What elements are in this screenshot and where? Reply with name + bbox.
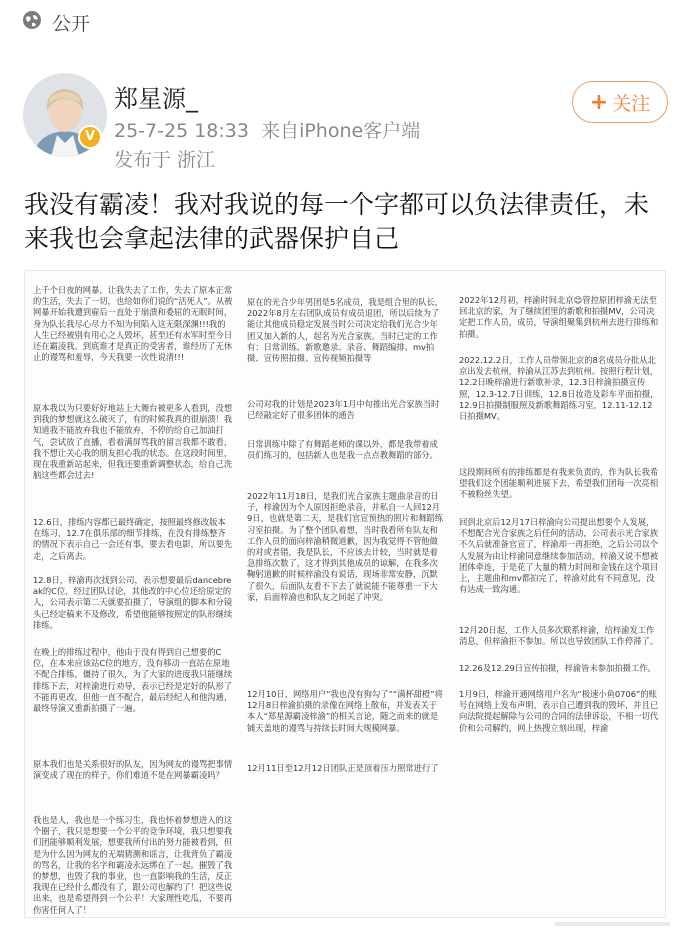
- doc-paragraph: 这段期间所有的排练都是有我来负责的，作为队长我希望我们这个团能顺利进展下去，希望我们团每一次亮相不被粉丝失望。: [459, 467, 659, 500]
- follow-label: 关注: [612, 92, 651, 115]
- post-source[interactable]: iPhone客户端: [299, 120, 421, 142]
- post-meta: [114, 116, 420, 143]
- doc-paragraph: 2022年12月初，梓渝时间北京😊管控原团梓渝无法至回北京的家，为了继续团里的新歌和拍摄MV，公司决定把工作人员，成员，导演组聚集到杭州去进行排练和拍摄。: [459, 295, 659, 339]
- doc-paragraph: 在晚上的排练过程中，他由于没有得到自己想要的C位，在本来应该站C位的地方，没有移动一直站在原地不配合排练，僵持了很久，为了大家的进度我只能继续排练下去，对梓渝进行劝导，表示已经是定好的队形了不能再更改，但他一直不配合，最后经纪人和他沟通，最终导演又重新拍摄了一遍。: [33, 647, 233, 714]
- doc-paragraph: 公司对我的计划是2023年1月中旬推出光合家族当时已经敲定好了很多团体的通告: [247, 399, 440, 421]
- post-text: 我没有霸凌！我对我说的每一个字都可以负法律责任，未来我也会拿起法律的武器保护自己: [24, 190, 650, 253]
- doc-paragraph: 原本我们也是关系很好的队友，因为网友的谩骂把事情演变成了现在的样子，你们难道不是在网暴霸凌吗？: [33, 759, 233, 781]
- doc-paragraph: 2022.12.2日，工作人员带领北京的8名成员分批从北京出发去杭州，梓渝从江苏去到杭州。按照行程计划，12.2日晚梓渝进行新歌补录，12.3日梓渝拍摄宣传照，12.3-12.7日训练，12.8日妆造及彩车平面拍摄，12.9日拍摄制服照及新歌舞蹈练习室，12.11-12.12日拍摄MV。: [459, 355, 659, 422]
- doc-paragraph: 12月20日起，工作人员多次联系梓渝，给梓渝发工作消息，但梓渝拒不参加。所以也导致团队工作停滞了。: [459, 625, 659, 647]
- follow-button[interactable]: [572, 81, 668, 123]
- visibility-bar: [0, 0, 690, 44]
- post-location: 发布于 浙江: [114, 149, 216, 171]
- verified-badge-icon: V: [78, 125, 102, 149]
- plus-icon: +: [589, 89, 609, 115]
- doc-paragraph: 12.26及12.29日宣传拍摄，梓渝皆未参加拍摄工作。: [459, 663, 656, 673]
- doc-paragraph: 2022年11月18日，是我们光合家族主题曲录音的日子，梓渝因为个人原因拒绝录音，并私自一人回12月9日，也就是第二天，是我们官宣预热的照片和舞蹈练习室拍摄。为了整个团队着想，当时我看所有队友和工作人员的面向梓渝稍微道歉，因为我觉得不管他做的对或者错，我是队长，不应该去计较，当时就是着急排练次数了，这才得到其他成员的谅解，在我多次鞠躬道歉的时候梓渝没有说话，现场非常安静，沉默了很久，后面队友看不下去了就说能不能尊重一下大家，后面梓渝也和队友之间起了冲突。: [247, 491, 444, 602]
- visibility-label: 公开: [52, 13, 91, 35]
- watermark-lines: [555, 920, 670, 928]
- doc-paragraph: 1月9日，梓渝开通网络用户名为“极速小鱼0706”的账号在网络上发布声明，表示自己遭到我的毁坏，并且已向法院提起解除与公司的合同的法律诉讼，不相一切代价和公司解约，网上热搜立刻出现，梓渝: [459, 689, 659, 733]
- doc-paragraph: 日常训练中除了有舞蹈老师的课以外，都是我带着成员们练习的，包括新人也是我一点点教舞蹈的部分。: [247, 439, 438, 461]
- doc-paragraph: 12月10日，网络用户“我也没有狗勾了”“满杯甜橙”将12月8日梓渝拍摄的录像在网络上散布，并发表关于本人“郑星源霸凌梓渝”的相关言论，随之而来的就是铺天盖地的谩骂与持续长时间大规模网暴。: [247, 689, 443, 733]
- source-prefix: 来自: [261, 120, 300, 142]
- doc-paragraph: 回到北京后12月17日梓渝向公司提出想要个人发展，不想配合光合家族之后任何的活动，公司表示光合家族不久后就准备官宣了，梓渝却一再拒绝，之后公司以个人发展为由让梓渝同意继续参加活动，梓渝又说不想被团体牵连，于是花了大量的精力时间和金钱在这个项目上，主题曲和mv都拍完了，梓渝对此有不同意见，没有达成一致沟通。: [459, 517, 659, 595]
- doc-paragraph: 12.6日，排练内容都已最终确定，按照最终修改版本在练习，12.7在俱乐部的细节排练，在没有排练整齐的情况下表示自己一会还有事，要去看电影，所以要先走，之后离去。: [33, 517, 233, 561]
- post-timestamp: 25-7-25 18:33: [114, 120, 249, 142]
- doc-paragraph: 上千个日夜的网暴，让我失去了工作，失去了原本正常的生活，失去了一切，也给如你们说的“活死人”。从被网暴开始我遭到雇后一直处于崩溃和委屈的无眠时间，身为队长我尽心尽力不知为何陷入这无限深渊!!!我的人生已经被别有用心之人毁坏，甚至还有水军时至今日还在霸凌我。到底谁才是真正的受害者，谁经历了无休止的谩骂和羞辱，今天我要一次性说清!!!: [33, 285, 233, 363]
- doc-paragraph: 12月11日至12月12日团队正是顶着压力照常进行了: [247, 763, 439, 773]
- doc-paragraph: 原在的光合少年男团是5名成员，我是组合里的队长，2022年8月左右团队成员有成员退团，所以后续为了能让其他成员稳定发展当时公司决定给我们光合少年团又加入新的人，起名为光合家族。当时已定的工作有：日常训练、新歌邀录、录音、舞蹈编排、mv拍摄、宣传照拍摄、宣传视频拍摄等: [247, 297, 444, 364]
- username[interactable]: 郑星源_: [114, 85, 198, 113]
- doc-paragraph: 12.8日，梓渝再次找到公司，表示想要最后dancebreak的C位，经过团队讨论，其他改的中心位还给原定的人，公司表示第二天就要拍摄了，导演组的脚本和分镜头已经定稿来不及修改，希望他能够按照定的队形继续排练。: [33, 575, 233, 630]
- doc-paragraph: 我也是人，我也是一个练习生，我也怀着梦想进入的这个圈子，我只是想要一个公平的竞争环境，我只想要我们团能够顺利发展，想要我所付出的努力能被看到，但是为什么因为网友的无端猜测和谣言，让我背负了霸凌的骂名，让我的名字和霸凌永远绑在了一起。摧毁了我的梦想，也毁了我的事业，也一直影响我的生活，反正我现在已经什么都没有了，跟公司也解约了！把这些说出来，也是希望得到一个公平！大家理性吃瓜，不要再伤害任何人了！: [33, 815, 233, 915]
- doc-paragraph: 原本我以为只要好好地站上大舞台被更多人看到，没想到我的梦想就这么破灭了，有的时候我真的很崩溃！我知道我不能放弃我也不能放弃，不停的给自己加油打气，尝试放了直播，看着满屏骂我的留言我都不敢看，我不想让关心我的朋友担心我的状态。在这段时间里，现在我重新站起来，但我还要重新调整状态，给自己洗脑这些都会过去!: [33, 403, 233, 481]
- statement-image[interactable]: [24, 270, 666, 918]
- globe-icon: [22, 10, 42, 30]
